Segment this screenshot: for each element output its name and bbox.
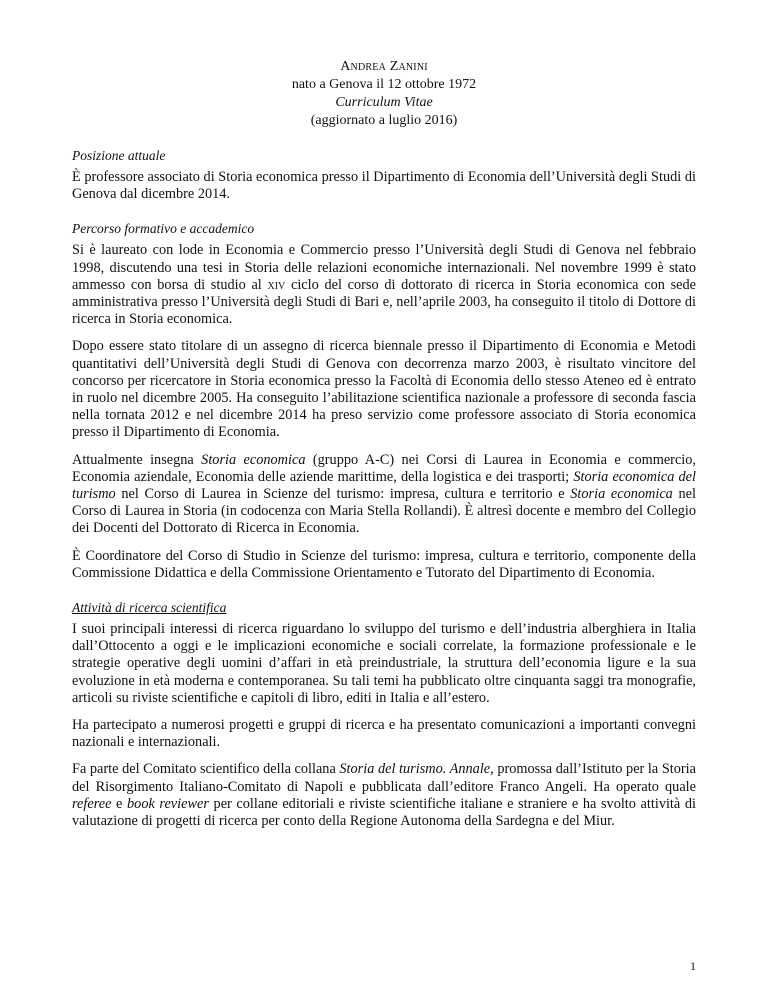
cv-header <box>72 58 696 130</box>
text-run: (gruppo A-C) nei Corsi di Laurea in Economia e commercio, Economia aziendale, Economia delle aziende marittime, della logistica e dei trasporti; <box>72 451 696 485</box>
birth-line: nato a Genova il 12 ottobre 1972 <box>291 77 477 92</box>
posizione-paragraph: È professore associato di Storia economica presso il Dipartimento di Economia dell’Università degli Studi di Genova dal dicembre 2014. <box>72 169 696 203</box>
ricerca-paragraph-1: I suoi principali interessi di ricerca riguardano lo sviluppo del turismo e dell’industria alberghiera in Italia dall’Ottocento a oggi e le implicazioni economiche e sociali correlate, la formazione professionale e le strategie operative degli uomini d’affari in età preindustriale, la struttura dell’economia ligure e la sua evoluzione in età moderna e contemporanea. Su tali temi ha pubblicato oltre cinquanta saggi tra monografie, articoli su riviste scientifiche e capitoli di libro, editi in Italia e all’estero. <box>72 621 696 706</box>
text-run: Fa parte del Comitato scientifico della collana <box>72 761 340 778</box>
role-term: referee <box>72 795 112 812</box>
role-term: book reviewer <box>127 795 209 812</box>
page-number: 1 <box>690 959 696 973</box>
roman-numeral: xiv <box>267 276 286 293</box>
percorso-paragraph-2: Dopo essere stato titolare di un assegno di ricerca biennale presso il Dipartimento di Economia e Metodi quantitativi dell’Università degli Studi di Genova con decorrenza marzo 2003, è risultato vincitore del concorso per ricercatore in Storia economica presso la Facoltà di Economia dello stesso Ateneo ed è entrato in ruolo nel dicembre 2005. Ha conseguito l’abilitazione scientifica nazionale a professore di seconda fascia nella tornata 2012 e nel dicembre 2014 ha preso servizio come professore associato di Storia economica presso il Dipartimento di Economia. <box>72 338 696 441</box>
section-heading-percorso: Percorso formativo e accademico <box>72 221 255 237</box>
update-note: (aggiornato a luglio 2016) <box>310 113 458 128</box>
text-run: per collane editoriali e riviste scientifiche italiane e straniere e ha svolto attività di valutazione di progetti di ricerca per conto della Regione Autonoma della Sardegna e del Miur. <box>72 795 696 830</box>
section-heading-ricerca: Attività di ricerca scientifica <box>72 600 227 616</box>
text-run: Si è laureato con lode in Economia e Commercio presso l’Università degli Studi di Genova nel febbraio 1998, discutendo una tesi in Storia delle relazioni economiche internazionali. Nel novembre 1999 è stato ammesso con borsa di studio al <box>72 242 696 293</box>
text-run: , promossa dall’Istituto per la Storia del Risorgimento Italiano-Comitato di Napoli e pubblicata dall’editore Franco Angeli. Ha operato quale <box>72 761 696 795</box>
ricerca-paragraph-2: Ha partecipato a numerosi progetti e gruppi di ricerca e ha presentato comunicazioni a importanti convegni nazionali e internazionali. <box>72 717 696 751</box>
text-run: ciclo del corso di dottorato di ricerca in Storia economica con sede amministrativa presso l’Università degli Studi di Bari e, nell’aprile 2003, ha conseguito il titolo di Dottore di ricerca in Storia economica. <box>72 276 696 328</box>
document-title: Curriculum Vitae <box>335 95 433 110</box>
ricerca-paragraph-3 <box>72 761 696 830</box>
course-title: Storia economica <box>201 451 306 468</box>
text-run: nel Corso di Laurea in Scienze del turismo: impresa, cultura e territorio e <box>115 486 571 503</box>
percorso-paragraph-4: È Coordinatore del Corso di Studio in Scienze del turismo: impresa, cultura e territorio, componente della Commissione Didattica e della Commissione Orientamento e Tutorato del Dipartimento di Economia. <box>72 547 696 581</box>
series-title: Storia del turismo. Annale <box>339 761 491 778</box>
percorso-paragraph-1 <box>72 242 696 328</box>
course-title: Storia economica <box>570 486 673 503</box>
text-run: e <box>111 795 128 812</box>
section-heading-posizione: Posizione attuale <box>72 148 166 163</box>
percorso-paragraph-3 <box>72 452 696 538</box>
text-run: Attualmente insegna <box>72 451 202 468</box>
text-run: nel Corso di Laurea in Storia (in codocenza con Maria Stella Rollandi). È altresì docente e membro del Collegio dei Docenti del Dottorato di Ricerca in Economia. <box>72 486 696 537</box>
course-title: Storia economica del turismo <box>72 468 697 503</box>
author-name: Andrea Zanini <box>340 59 428 74</box>
